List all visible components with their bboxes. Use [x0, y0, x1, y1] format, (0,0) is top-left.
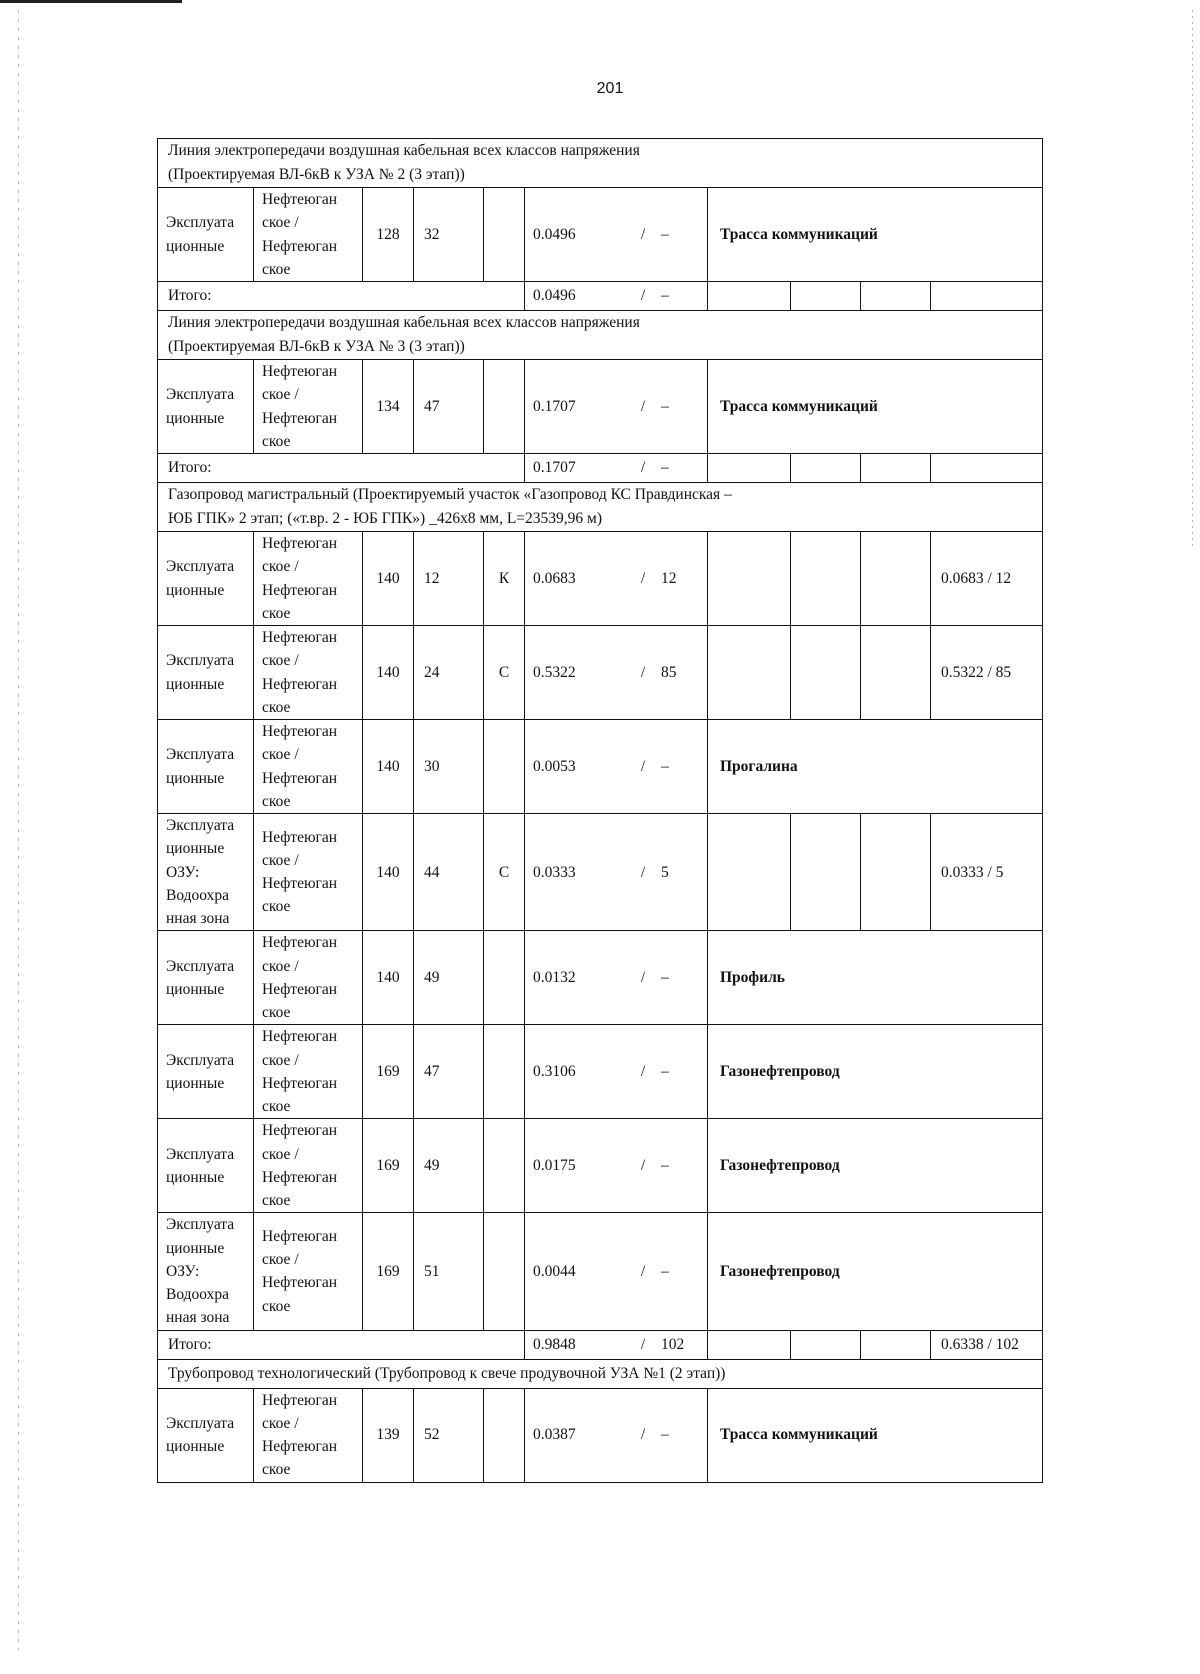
- forestry-line: ское: [262, 432, 291, 450]
- empty-cell: [861, 532, 931, 626]
- category-cell: [158, 1213, 254, 1330]
- forestry-cell: [254, 814, 363, 931]
- category-line: Водоохра: [166, 1286, 230, 1304]
- vydel-cell: 30: [414, 720, 484, 814]
- right-value-cell: 0.5322 / 85: [931, 626, 1043, 720]
- volume-value: –: [661, 757, 669, 775]
- slash-sep: /: [640, 1157, 646, 1175]
- forestry-line: ское: [262, 1004, 291, 1022]
- forestry-line: ское: [262, 260, 291, 278]
- category-line: ционные: [166, 980, 225, 998]
- vydel-cell: 24: [414, 626, 484, 720]
- category-cell: [158, 1119, 254, 1213]
- right-value-cell: [931, 282, 1043, 311]
- section-header-row: [158, 311, 1043, 360]
- area-value: 0.0683: [533, 569, 576, 587]
- category-cell: [158, 1388, 254, 1482]
- forestry-line: ское /: [262, 558, 299, 576]
- quarter-cell: 134: [363, 360, 414, 454]
- table-row: [158, 1388, 1043, 1482]
- forestry-line: ское: [262, 1297, 291, 1315]
- forestry-line: ское /: [262, 1414, 299, 1432]
- forestry-line: ское /: [262, 851, 299, 869]
- total-label: Итого:: [158, 1330, 525, 1359]
- empty-cell: [861, 1330, 931, 1359]
- slash-sep: /: [640, 569, 646, 587]
- volume-value: –: [661, 969, 669, 987]
- forestry-line: Нефтеюган: [262, 675, 338, 693]
- volume-value: 102: [661, 1335, 685, 1353]
- category-cell: [158, 188, 254, 282]
- area-cell: [525, 1025, 708, 1119]
- forestry-line: Нефтеюган: [262, 237, 338, 255]
- area-value: 0.0175: [533, 1157, 576, 1175]
- forestry-line: Нефтеюган: [262, 535, 338, 553]
- mark-cell: [484, 720, 525, 814]
- forestry-line: ское: [262, 698, 291, 716]
- area-cell: [525, 626, 708, 720]
- right-value-cell: 0.0683 / 12: [931, 532, 1043, 626]
- category-cell: [158, 931, 254, 1025]
- vydel-cell: 44: [414, 814, 484, 931]
- category-cell: [158, 360, 254, 454]
- area-cell: [525, 188, 708, 282]
- mark-cell: С: [484, 814, 525, 931]
- vydel-cell: 12: [414, 532, 484, 626]
- category-line: Водоохра: [166, 886, 230, 904]
- volume-value: –: [661, 459, 669, 477]
- empty-cell: [708, 1330, 791, 1359]
- quarter-cell: 169: [363, 1119, 414, 1213]
- volume-value: –: [661, 287, 669, 305]
- area-value: 0.1707: [533, 459, 576, 477]
- volume-value: –: [661, 397, 669, 415]
- empty-cell: [791, 532, 861, 626]
- table-row: [158, 931, 1043, 1025]
- slash-sep: /: [640, 1335, 646, 1353]
- area-cell: [525, 532, 708, 626]
- volume-value: 5: [661, 863, 669, 881]
- forestry-line: ское /: [262, 652, 299, 670]
- category-line: нная зона: [166, 910, 230, 928]
- area-cell: [525, 1330, 708, 1359]
- forestry-cell: [254, 532, 363, 626]
- area-cell: [525, 931, 708, 1025]
- table-row: [158, 532, 1043, 626]
- quarter-cell: 140: [363, 626, 414, 720]
- volume-value: 12: [661, 569, 677, 587]
- empty-cell: [708, 626, 791, 720]
- mark-cell: С: [484, 626, 525, 720]
- empty-cell: [791, 814, 861, 931]
- section-header-row: [158, 1359, 1043, 1388]
- forestry-line: ское /: [262, 1145, 299, 1163]
- table-row: [158, 814, 1043, 931]
- area-cell: [525, 1388, 708, 1482]
- quarter-cell: 140: [363, 532, 414, 626]
- total-row: [158, 282, 1043, 311]
- right-value-cell: [931, 454, 1043, 483]
- mark-cell: [484, 1025, 525, 1119]
- volume-value: –: [661, 1426, 669, 1444]
- forestry-line: Нефтеюган: [262, 1274, 338, 1292]
- category-line: Эксплуата: [166, 1051, 235, 1069]
- category-line: Эксплуата: [166, 558, 235, 576]
- category-line: ционные: [166, 1239, 225, 1257]
- empty-cell: [791, 626, 861, 720]
- forestry-line: Нефтеюган: [262, 409, 338, 427]
- vydel-cell: 47: [414, 360, 484, 454]
- volume-value: –: [661, 1262, 669, 1280]
- scan-right-edge: [1192, 10, 1193, 550]
- section-title: [158, 139, 1043, 188]
- forestry-line: ское /: [262, 214, 299, 232]
- forest-plot-table: [157, 138, 1043, 1483]
- category-cell: [158, 532, 254, 626]
- area-value: 0.3106: [533, 1063, 576, 1081]
- forestry-line: Нефтеюган: [262, 828, 338, 846]
- forestry-cell: [254, 1388, 363, 1482]
- total-row: [158, 1330, 1043, 1359]
- forestry-line: ское /: [262, 957, 299, 975]
- note-cell: Газонефтепровод: [708, 1213, 1043, 1330]
- category-line: Эксплуата: [166, 1414, 235, 1432]
- table-body: [158, 139, 1043, 1483]
- area-value: 0.0053: [533, 757, 576, 775]
- forestry-line: Нефтеюган: [262, 1028, 338, 1046]
- note-cell: Газонефтепровод: [708, 1025, 1043, 1119]
- forestry-cell: [254, 626, 363, 720]
- section-title: [158, 1359, 1043, 1388]
- vydel-cell: 32: [414, 188, 484, 282]
- forestry-line: ское: [262, 1192, 291, 1210]
- quarter-cell: 139: [363, 1388, 414, 1482]
- forestry-line: ское: [262, 604, 291, 622]
- forestry-line: Нефтеюган: [262, 875, 338, 893]
- slash-sep: /: [640, 863, 646, 881]
- volume-value: –: [661, 225, 669, 243]
- table-row: [158, 720, 1043, 814]
- area-value: 0.0387: [533, 1426, 576, 1444]
- forestry-line: Нефтеюган: [262, 363, 338, 381]
- forestry-line: Нефтеюган: [262, 723, 338, 741]
- forestry-line: ское: [262, 1461, 291, 1479]
- section-title-line: (Проектируемая ВЛ-6кВ к УЗА № 3 (3 этап)): [168, 338, 465, 356]
- quarter-cell: 140: [363, 720, 414, 814]
- slash-sep: /: [640, 397, 646, 415]
- total-label: Итого:: [158, 282, 525, 311]
- total-row: [158, 454, 1043, 483]
- quarter-cell: 140: [363, 931, 414, 1025]
- forestry-cell: [254, 1025, 363, 1119]
- forestry-line: ское: [262, 792, 291, 810]
- empty-cell: [708, 282, 791, 311]
- area-cell: [525, 720, 708, 814]
- section-title-line: Трубопровод технологический (Трубопровод к свече продувочной УЗА №1 (2 этап)): [168, 1364, 726, 1382]
- forestry-cell: [254, 720, 363, 814]
- forestry-line: Нефтеюган: [262, 581, 338, 599]
- area-value: 0.0132: [533, 969, 576, 987]
- quarter-cell: 140: [363, 814, 414, 931]
- empty-cell: [791, 454, 861, 483]
- forestry-line: ское /: [262, 386, 299, 404]
- note-cell: Профиль: [708, 931, 1043, 1025]
- note-cell: Трасса коммуникаций: [708, 188, 1043, 282]
- category-line: Эксплуата: [166, 386, 235, 404]
- category-cell: [158, 626, 254, 720]
- total-label: Итого:: [158, 454, 525, 483]
- forestry-line: Нефтеюган: [262, 1168, 338, 1186]
- area-value: 0.1707: [533, 397, 576, 415]
- area-cell: [525, 814, 708, 931]
- category-line: ционные: [166, 1438, 225, 1456]
- right-value-cell: 0.0333 / 5: [931, 814, 1043, 931]
- volume-value: –: [661, 1063, 669, 1081]
- scan-top-line: [0, 0, 182, 3]
- category-cell: [158, 814, 254, 931]
- mark-cell: [484, 931, 525, 1025]
- slash-sep: /: [640, 1262, 646, 1280]
- table-row: [158, 1213, 1043, 1330]
- area-value: 0.9848: [533, 1335, 576, 1353]
- forestry-cell: [254, 931, 363, 1025]
- category-line: ционные: [166, 237, 225, 255]
- forestry-line: Нефтеюган: [262, 934, 338, 952]
- volume-value: 85: [661, 663, 677, 681]
- forestry-line: Нефтеюган: [262, 1227, 338, 1245]
- empty-cell: [861, 282, 931, 311]
- slash-sep: /: [640, 1063, 646, 1081]
- forestry-line: ское /: [262, 746, 299, 764]
- slash-sep: /: [640, 1426, 646, 1444]
- category-cell: [158, 1025, 254, 1119]
- empty-cell: [861, 454, 931, 483]
- forestry-line: Нефтеюган: [262, 1122, 338, 1140]
- table-row: [158, 1119, 1043, 1213]
- forestry-line: ское /: [262, 1051, 299, 1069]
- forestry-cell: [254, 360, 363, 454]
- section-title: [158, 483, 1043, 532]
- page-number: 201: [596, 80, 624, 97]
- vydel-cell: 49: [414, 931, 484, 1025]
- category-line: Эксплуата: [166, 214, 235, 232]
- section-header-row: [158, 139, 1043, 188]
- section-title-line: Газопровод магистральный (Проектируемый участок «Газопровод КС Правдинская –: [168, 486, 732, 504]
- section-title-line: (Проектируемая ВЛ-6кВ к УЗА № 2 (3 этап)): [168, 166, 465, 184]
- slash-sep: /: [640, 663, 646, 681]
- category-line: ОЗУ:: [166, 1262, 200, 1280]
- slash-sep: /: [640, 287, 646, 305]
- category-line: Эксплуата: [166, 817, 235, 835]
- vydel-cell: 49: [414, 1119, 484, 1213]
- scan-left-edge: [18, 10, 19, 1650]
- forestry-line: ское: [262, 1098, 291, 1116]
- area-cell: [525, 1213, 708, 1330]
- vydel-cell: 51: [414, 1213, 484, 1330]
- area-cell: [525, 454, 708, 483]
- quarter-cell: 128: [363, 188, 414, 282]
- note-cell: Трасса коммуникаций: [708, 1388, 1043, 1482]
- empty-cell: [861, 814, 931, 931]
- category-line: Эксплуата: [166, 1145, 235, 1163]
- mark-cell: [484, 1388, 525, 1482]
- empty-cell: [708, 532, 791, 626]
- category-line: ционные: [166, 769, 225, 787]
- area-value: 0.0496: [533, 225, 576, 243]
- forestry-line: Нефтеюган: [262, 1391, 338, 1409]
- forestry-cell: [254, 1119, 363, 1213]
- forestry-line: Нефтеюган: [262, 1074, 338, 1092]
- category-line: ционные: [166, 675, 225, 693]
- table-row: [158, 1025, 1043, 1119]
- note-cell: Прогалина: [708, 720, 1043, 814]
- empty-cell: [708, 814, 791, 931]
- area-cell: [525, 360, 708, 454]
- category-line: ционные: [166, 1074, 225, 1092]
- area-value: 0.5322: [533, 663, 576, 681]
- category-line: Эксплуата: [166, 652, 235, 670]
- forestry-line: Нефтеюган: [262, 1438, 338, 1456]
- category-line: ционные: [166, 409, 225, 427]
- quarter-cell: 169: [363, 1025, 414, 1119]
- category-line: Эксплуата: [166, 957, 235, 975]
- area-value: 0.0496: [533, 287, 576, 305]
- note-cell: Трасса коммуникаций: [708, 360, 1043, 454]
- empty-cell: [791, 282, 861, 311]
- slash-sep: /: [640, 757, 646, 775]
- category-line: ционные: [166, 840, 225, 858]
- slash-sep: /: [640, 969, 646, 987]
- section-header-row: [158, 483, 1043, 532]
- quarter-cell: 169: [363, 1213, 414, 1330]
- table-row: [158, 188, 1043, 282]
- right-value-cell: 0.6338 / 102: [931, 1330, 1043, 1359]
- category-cell: [158, 720, 254, 814]
- forestry-cell: [254, 188, 363, 282]
- empty-cell: [791, 1330, 861, 1359]
- mark-cell: К: [484, 532, 525, 626]
- mark-cell: [484, 1213, 525, 1330]
- empty-cell: [861, 626, 931, 720]
- vydel-cell: 47: [414, 1025, 484, 1119]
- mark-cell: [484, 188, 525, 282]
- mark-cell: [484, 360, 525, 454]
- section-title: [158, 311, 1043, 360]
- area-value: 0.0333: [533, 863, 576, 881]
- forestry-line: Нефтеюган: [262, 191, 338, 209]
- category-line: ционные: [166, 581, 225, 599]
- forestry-cell: [254, 1213, 363, 1330]
- section-title-line: ЮБ ГПК» 2 этап; («т.вр. 2 - ЮБ ГПК») _426х8 мм, L=23539,96 м): [168, 510, 602, 528]
- forestry-line: Нефтеюган: [262, 980, 338, 998]
- area-value: 0.0044: [533, 1262, 576, 1280]
- category-line: ционные: [166, 1168, 225, 1186]
- forestry-line: ское: [262, 898, 291, 916]
- note-cell: Газонефтепровод: [708, 1119, 1043, 1213]
- empty-cell: [708, 454, 791, 483]
- area-cell: [525, 1119, 708, 1213]
- area-cell: [525, 282, 708, 311]
- forestry-line: Нефтеюган: [262, 629, 338, 647]
- table-row: [158, 626, 1043, 720]
- section-title-line: Линия электропередачи воздушная кабельная всех классов напряжения: [168, 314, 640, 332]
- forestry-line: Нефтеюган: [262, 769, 338, 787]
- vydel-cell: 52: [414, 1388, 484, 1482]
- volume-value: –: [661, 1157, 669, 1175]
- category-line: нная зона: [166, 1309, 230, 1327]
- forestry-line: ское /: [262, 1251, 299, 1269]
- category-line: ОЗУ:: [166, 863, 200, 881]
- slash-sep: /: [640, 225, 646, 243]
- section-title-line: Линия электропередачи воздушная кабельная всех классов напряжения: [168, 142, 640, 159]
- mark-cell: [484, 1119, 525, 1213]
- table-row: [158, 360, 1043, 454]
- category-line: Эксплуата: [166, 1216, 235, 1234]
- category-line: Эксплуата: [166, 746, 235, 764]
- slash-sep: /: [640, 459, 646, 477]
